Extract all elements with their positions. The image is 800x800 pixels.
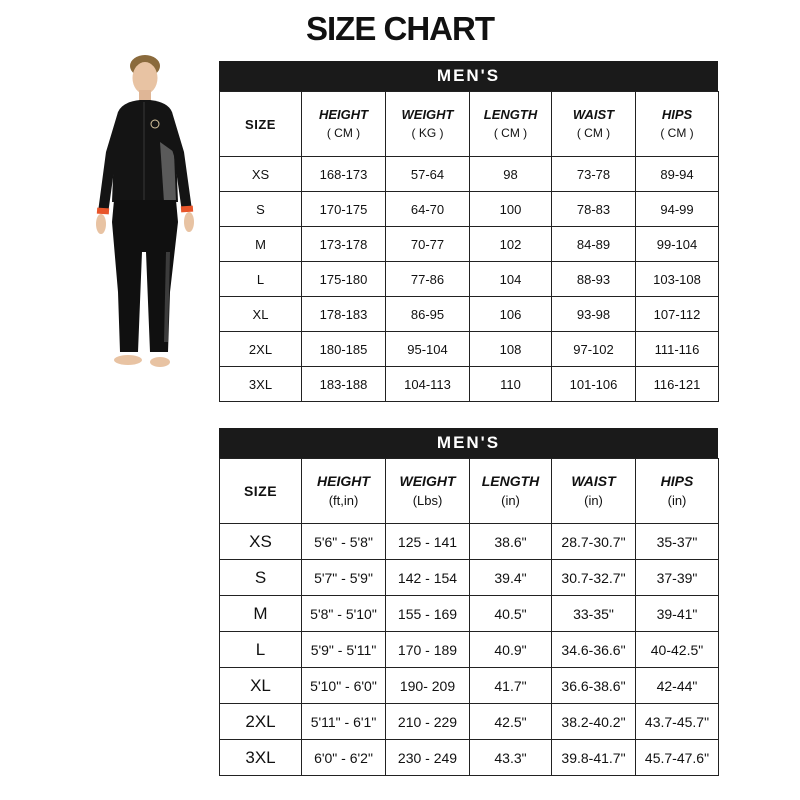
size-label: L	[220, 632, 302, 668]
table-row	[220, 596, 719, 632]
height-value: 183-188	[302, 367, 386, 402]
column-unit: (Lbs)	[412, 493, 443, 508]
column-name: WEIGHT	[401, 107, 454, 122]
imperial-table-grid	[219, 458, 719, 776]
weight-value: 57-64	[386, 157, 470, 192]
column-name: LENGTH	[481, 473, 540, 489]
size-label: S	[220, 560, 302, 596]
weight-value: 95-104	[386, 332, 470, 367]
waist-value: 34.6-36.6"	[552, 632, 636, 668]
size-label: M	[220, 227, 302, 262]
size-label: M	[220, 596, 302, 632]
height-value: 5'9" - 5'11"	[302, 632, 386, 668]
height-value: 180-185	[302, 332, 386, 367]
hips-value: 45.7-47.6"	[636, 740, 719, 776]
length-value: 38.6"	[470, 524, 552, 560]
weight-value: 70-77	[386, 227, 470, 262]
weight-value: 64-70	[386, 192, 470, 227]
height-value: 178-183	[302, 297, 386, 332]
column-header-length	[470, 92, 552, 157]
header-row	[220, 92, 719, 157]
waist-value: 101-106	[552, 367, 636, 402]
table-row	[220, 192, 719, 227]
hips-value: 99-104	[636, 227, 719, 262]
height-value: 5'7" - 5'9"	[302, 560, 386, 596]
hips-value: 35-37"	[636, 524, 719, 560]
size-label: 2XL	[220, 332, 302, 367]
column-name: LENGTH	[483, 107, 538, 122]
table-row	[220, 524, 719, 560]
column-header-waist	[552, 92, 636, 157]
weight-value: 104-113	[386, 367, 470, 402]
size-label: L	[220, 262, 302, 297]
waist-value: 93-98	[552, 297, 636, 332]
column-header-weight	[386, 459, 470, 524]
column-unit: ( CM )	[660, 126, 694, 140]
column-name: HIPS	[661, 107, 693, 122]
table-row	[220, 740, 719, 776]
length-value: 41.7"	[470, 668, 552, 704]
length-value: 100	[470, 192, 552, 227]
table-banner: MEN'S	[219, 61, 718, 91]
height-value: 5'8" - 5'10"	[302, 596, 386, 632]
weight-value: 210 - 229	[386, 704, 470, 740]
length-value: 40.5"	[470, 596, 552, 632]
column-header-height	[302, 92, 386, 157]
column-header-length	[470, 459, 552, 524]
hips-value: 43.7-45.7"	[636, 704, 719, 740]
height-value: 5'10" - 6'0"	[302, 668, 386, 704]
column-name: HEIGHT	[317, 473, 370, 489]
waist-value: 84-89	[552, 227, 636, 262]
wetsuit-model-illustration	[80, 52, 210, 382]
column-unit: (in)	[667, 493, 687, 508]
table-row	[220, 367, 719, 402]
column-unit: ( CM )	[326, 126, 361, 140]
waist-value: 73-78	[552, 157, 636, 192]
waist-value: 97-102	[552, 332, 636, 367]
column-unit: (in)	[501, 493, 520, 508]
column-unit: ( KG )	[411, 126, 444, 140]
column-unit: ( CM )	[576, 126, 611, 140]
column-unit: (ft,in)	[328, 493, 359, 508]
metric-size-table	[219, 61, 718, 402]
size-label: XS	[220, 524, 302, 560]
height-value: 170-175	[302, 192, 386, 227]
size-header: SIZE	[220, 459, 302, 524]
column-name: HEIGHT	[318, 107, 369, 122]
length-value: 39.4"	[470, 560, 552, 596]
size-label: 2XL	[220, 704, 302, 740]
height-value: 5'6" - 5'8"	[302, 524, 386, 560]
table-row	[220, 668, 719, 704]
height-value: 175-180	[302, 262, 386, 297]
size-label: XS	[220, 157, 302, 192]
weight-value: 190- 209	[386, 668, 470, 704]
weight-value: 230 - 249	[386, 740, 470, 776]
man-wearing-wetsuit-image	[80, 52, 210, 382]
length-value: 104	[470, 262, 552, 297]
table-row	[220, 332, 719, 367]
weight-value: 86-95	[386, 297, 470, 332]
column-header-height	[302, 459, 386, 524]
column-name: HIPS	[660, 473, 694, 489]
length-value: 40.9"	[470, 632, 552, 668]
height-value: 173-178	[302, 227, 386, 262]
waist-value: 78-83	[552, 192, 636, 227]
column-header-hips	[636, 459, 719, 524]
table-row	[220, 227, 719, 262]
column-unit: ( CM )	[493, 126, 528, 140]
imperial-size-table	[219, 428, 718, 776]
column-header-waist	[552, 459, 636, 524]
hips-value: 107-112	[636, 297, 719, 332]
hips-value: 40-42.5"	[636, 632, 719, 668]
waist-value: 28.7-30.7"	[552, 524, 636, 560]
length-value: 98	[470, 157, 552, 192]
length-value: 110	[470, 367, 552, 402]
size-label: XL	[220, 668, 302, 704]
table-row	[220, 632, 719, 668]
weight-value: 155 - 169	[386, 596, 470, 632]
hips-value: 94-99	[636, 192, 719, 227]
column-name: WAIST	[571, 473, 616, 489]
table-row	[220, 560, 719, 596]
size-label: 3XL	[220, 740, 302, 776]
column-name: WAIST	[572, 107, 615, 122]
weight-value: 77-86	[386, 262, 470, 297]
hips-value: 39-41"	[636, 596, 719, 632]
height-value: 5'11" - 6'1"	[302, 704, 386, 740]
size-label: XL	[220, 297, 302, 332]
waist-value: 38.2-40.2"	[552, 704, 636, 740]
weight-value: 170 - 189	[386, 632, 470, 668]
weight-value: 125 - 141	[386, 524, 470, 560]
length-value: 42.5"	[470, 704, 552, 740]
length-value: 108	[470, 332, 552, 367]
hips-value: 37-39"	[636, 560, 719, 596]
table-row	[220, 704, 719, 740]
height-value: 168-173	[302, 157, 386, 192]
table-row	[220, 157, 719, 192]
size-label: 3XL	[220, 367, 302, 402]
column-name: WEIGHT	[399, 473, 456, 489]
hips-value: 89-94	[636, 157, 719, 192]
page-title: SIZE CHART	[306, 10, 494, 47]
length-value: 106	[470, 297, 552, 332]
waist-value: 39.8-41.7"	[552, 740, 636, 776]
hips-value: 42-44"	[636, 668, 719, 704]
table-banner: MEN'S	[219, 428, 718, 458]
length-value: 43.3"	[470, 740, 552, 776]
size-header: SIZE	[220, 92, 302, 157]
hips-value: 111-116	[636, 332, 719, 367]
size-label: S	[220, 192, 302, 227]
waist-value: 36.6-38.6"	[552, 668, 636, 704]
length-value: 102	[470, 227, 552, 262]
table-row	[220, 297, 719, 332]
waist-value: 33-35"	[552, 596, 636, 632]
column-unit: (in)	[584, 493, 603, 508]
weight-value: 142 - 154	[386, 560, 470, 596]
waist-value: 30.7-32.7"	[552, 560, 636, 596]
column-header-hips	[636, 92, 719, 157]
height-value: 6'0" - 6'2"	[302, 740, 386, 776]
column-header-weight	[386, 92, 470, 157]
metric-table-grid	[219, 91, 719, 402]
header-row	[220, 459, 719, 524]
table-row	[220, 262, 719, 297]
waist-value: 88-93	[552, 262, 636, 297]
hips-value: 116-121	[636, 367, 719, 402]
hips-value: 103-108	[636, 262, 719, 297]
